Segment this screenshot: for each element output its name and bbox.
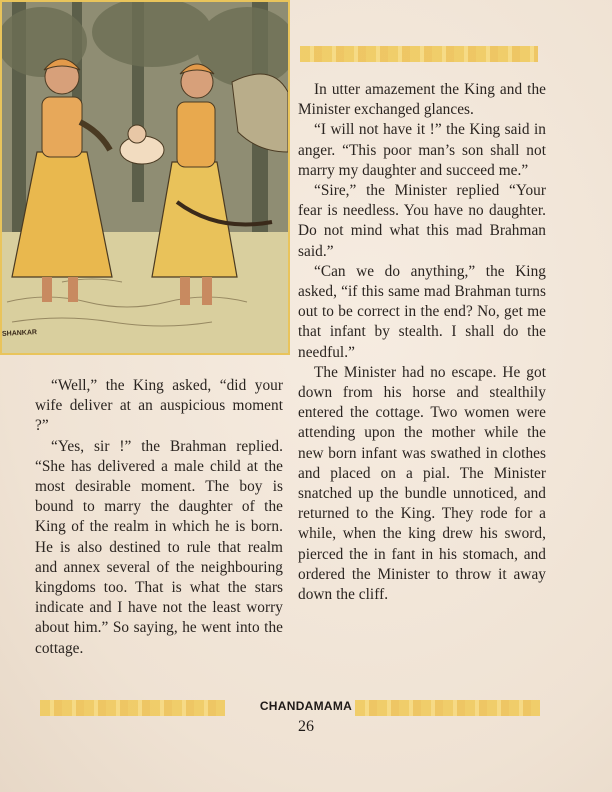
- paragraph: “Sire,” the Minister replied “Your fear is needless. You have no daughter. Do not mind what this mad Brahman said.”: [298, 182, 546, 260]
- paragraph: “I will not have it !” the King said in anger. “This poor man’s son shall not marry my daughter and succeed me.”: [298, 121, 546, 179]
- left-column: [35, 376, 283, 659]
- illustration-king-minister-infant-icon: [2, 2, 288, 353]
- page-number: 26: [298, 718, 314, 735]
- paragraph: “Yes, sir !” the Brahman replied. “She has delivered a male child at the most desirable moment. The boy is bound to marry the daughter of the King of the realm in which he is born. He is also destined to rule that realm and annex several of the neighbouring kingdoms too. That is what the stars indicate and I have not the least worry about him.” So saying, he went into the cottage.: [35, 437, 283, 657]
- paragraph: “Well,” the King asked, “did your wife deliver at an auspicious moment ?”: [35, 377, 283, 435]
- right-column: [298, 80, 546, 605]
- artist-signature: SHANKAR: [1, 329, 38, 338]
- paragraph: “Can we do anything,” the King asked, “if this same mad Brahman turns out to be correct in the end? No, get me that infant by stealth. I shall do the needful.”: [298, 262, 546, 361]
- paragraph: In utter amazement the King and the Minister exchanged glances.: [298, 81, 546, 119]
- decorative-band-top: [300, 46, 538, 62]
- magazine-title: CHANDAMAMA: [259, 699, 353, 713]
- paragraph: The Minister had no escape. He got down from his horse and stealthily entered the cottage. Two women were attending upon the mother while the new born infant was swathed in clothes and placed on a pial. The Minister snatched up the bundle unnoticed, and returned to the King. They rode for a while, when the king drew his sword, pierced the in fant in his stomach, and ordered the Minister to throw it away down the cliff.: [298, 363, 546, 604]
- story-illustration: [0, 0, 290, 355]
